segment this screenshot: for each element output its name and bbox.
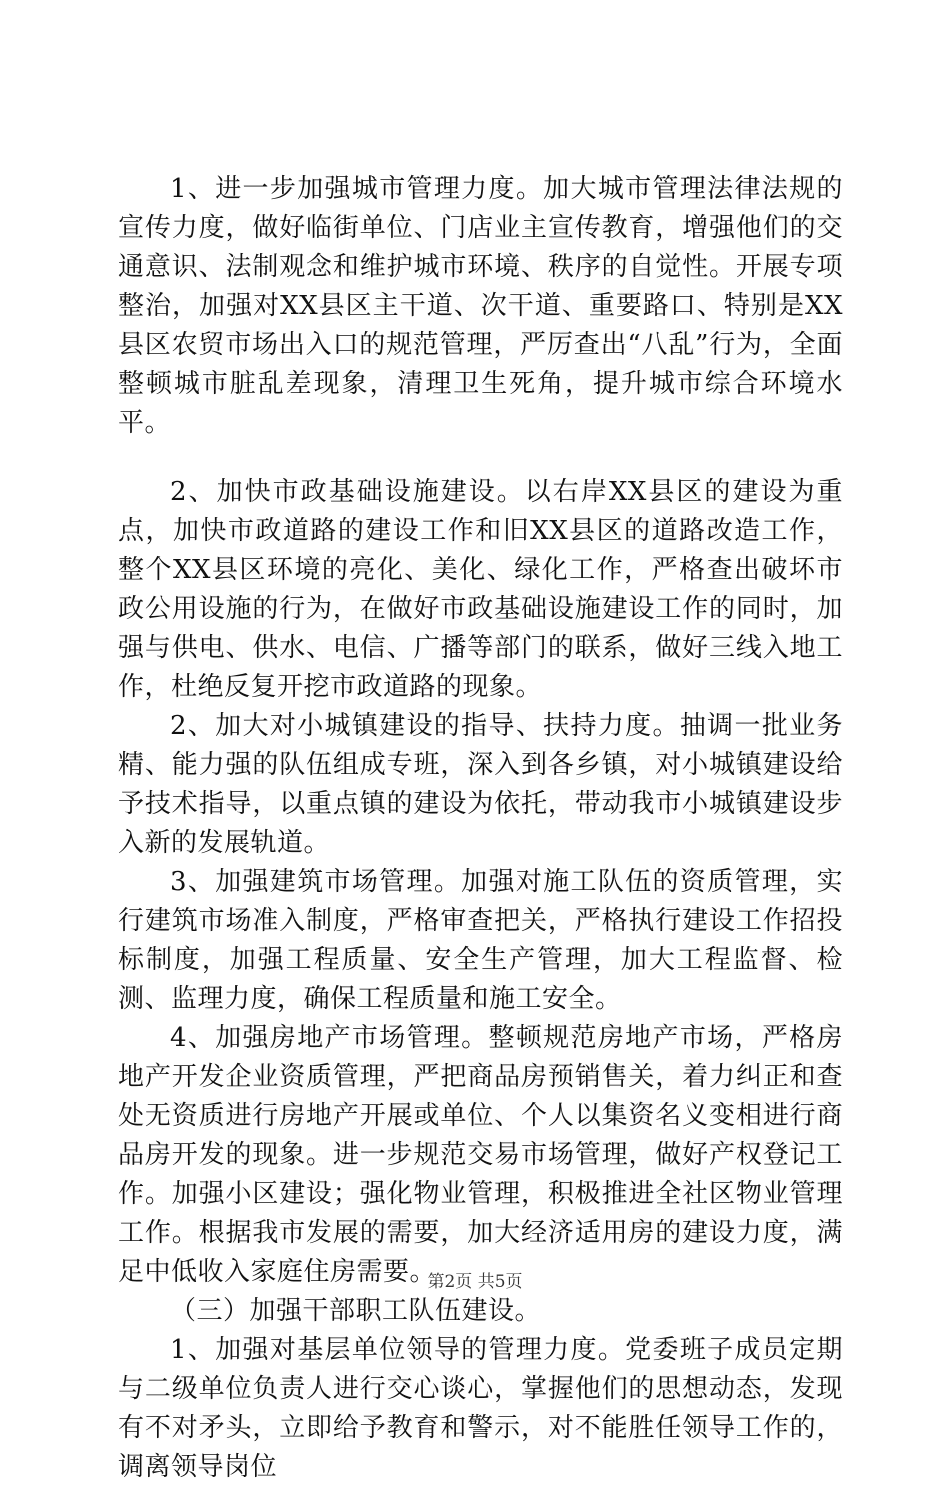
paragraph-grassroots-leadership: 1、加强对基层单位领导的管理力度。党委班子成员定期与二级单位负责人进行交心谈心，掌握他们的思想动态，发现有不对矛头，立即给予教育和警示，对不能胜任领导工作的，调离领导岗位 xyxy=(118,1335,843,1482)
page-number-footer: 第2页 共5页 xyxy=(427,1272,523,1292)
paragraph-small-towns: 2、加大对小城镇建设的指导、扶持力度。抽调一批业务精、能力强的队伍组成专班，深入到各乡镇，对小城镇建设给予技术指导，以重点镇的建设为依托，带动我市小城镇建设步入新的发展轨道。 xyxy=(118,711,843,858)
paragraph-real-estate-market: 4、加强房地产市场管理。整顿规范房地产市场，严格房地产开发企业资质管理，严把商品房预销售关，着力纠正和查处无资质进行房地产开展或单位、个人以集资名义变相进行商品房开发的现象。进一步规范交易市场管理，做好产权登记工作。加强小区建设；强化物业管理，积极推进全社区物业管理工作。根据我市发展的需要，加大经济适用房的建设力度，满足中低收入家庭住房需要。 xyxy=(118,1023,843,1287)
paragraph-municipal-infrastructure: 2、加快市政基础设施建设。以右岸XX县区的建设为重点，加快市政道路的建设工作和旧XX县区的道路改造工作，整个XX县区环境的亮化、美化、绿化工作，严格查出破坏市政公用设施的行为，在做好市政基础设施建设工作的同时，加强与供电、供水、电信、广播等部门的联系，做好三线入地工作，杜绝反复开挖市政道路的现象。 xyxy=(118,477,843,702)
paragraph-city-management: 1、进一步加强城市管理力度。加大城市管理法律法规的宣传力度，做好临街单位、门店业主宣传教育，增强他们的交通意识、法制观念和维护城市环境、秩序的自觉性。开展专项整治，加强对XX县区主干道、次干道、重要路口、特别是XX县区农贸市场出入口的规范管理，严厉查出“八乱”行为，全面整顿城市脏乱差现象，清理卫生死角，提升城市综合环境水平。 xyxy=(118,174,843,438)
section-heading-cadre-team: （三）加强干部职工队伍建设。 xyxy=(170,1296,542,1326)
paragraph-construction-market: 3、加强建筑市场管理。加强对施工队伍的资质管理，实行建筑市场准入制度，严格审查把关，严格执行建设工作招投标制度，加强工程质量、安全生产管理，加大工程监督、检测、监理力度，确保工程质量和施工安全。 xyxy=(118,867,843,1014)
